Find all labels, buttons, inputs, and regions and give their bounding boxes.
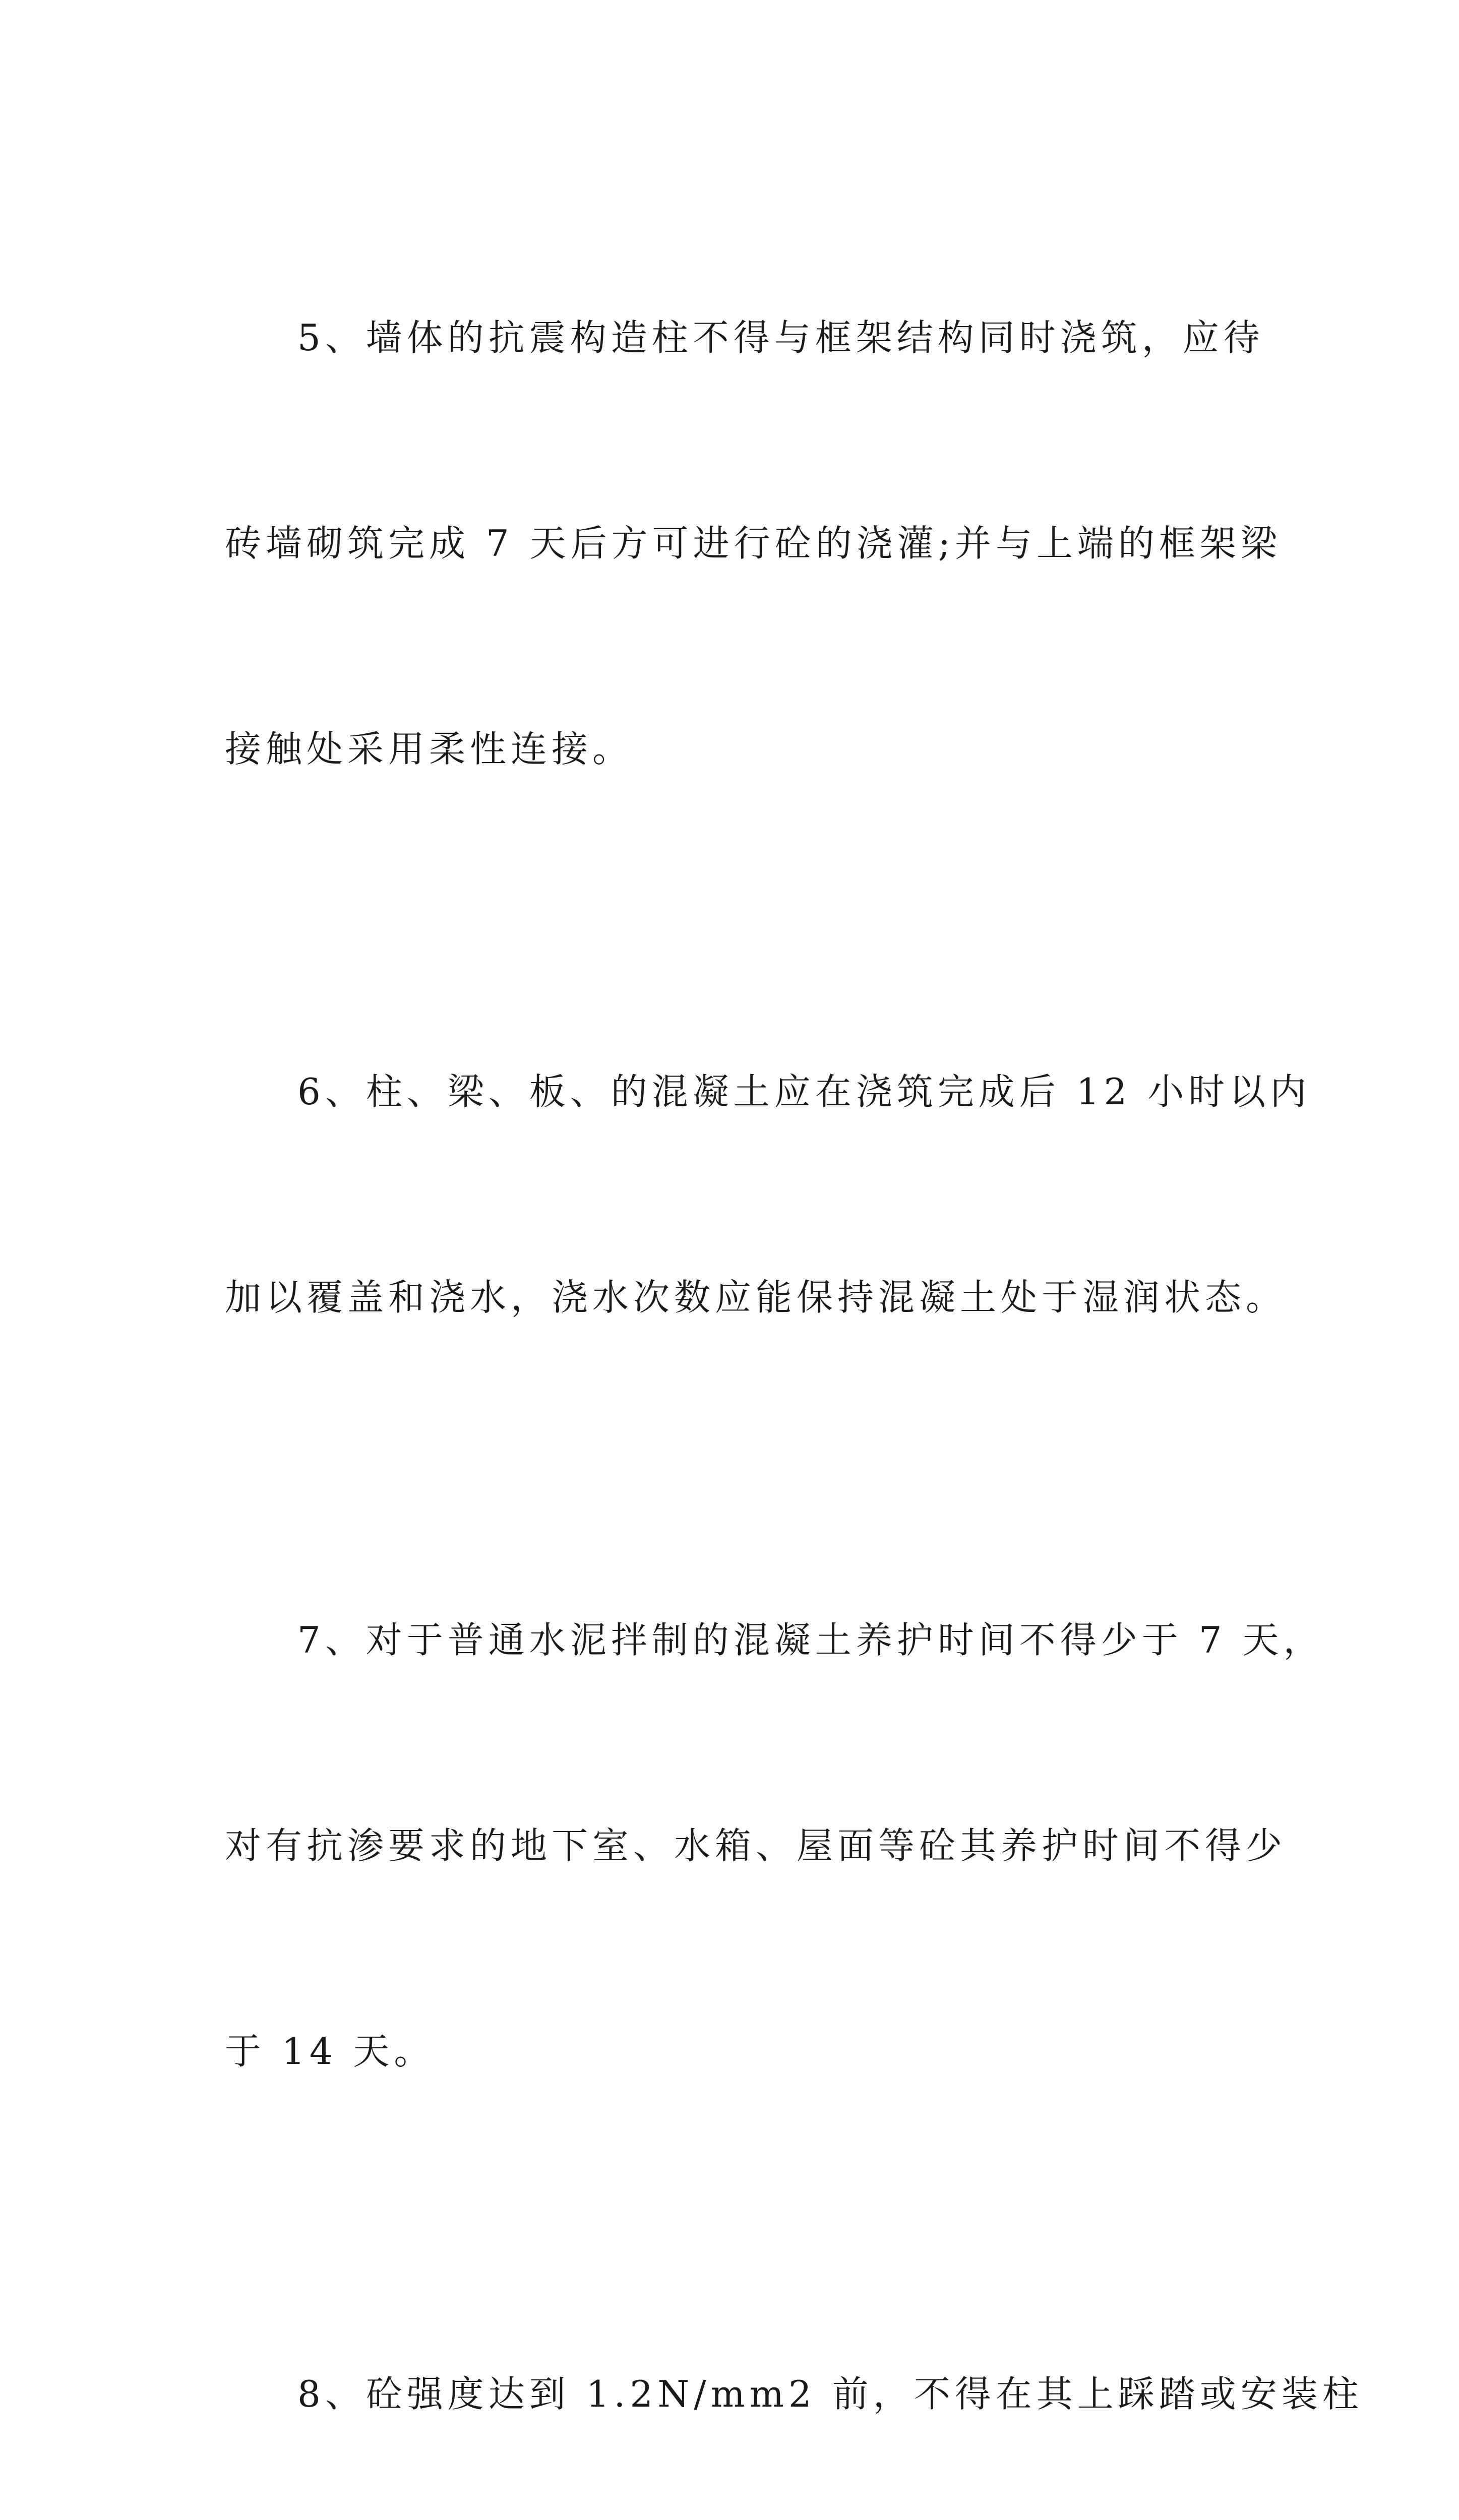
paragraph-6 [225,920,1311,1469]
paragraph-line: 5、墙体的抗震构造柱不得与框架结构同时浇筑，应待 [297,317,1264,359]
paragraph-line: 7、对于普通水泥拌制的混凝土养护时间不得少于 7 天， [297,1619,1324,1661]
paragraph-line: 砖墙砌筑完成 7 天后方可进行砼的浇灌;并与上端的框架梁 [225,522,1282,564]
paragraph-7 [225,1469,1324,2223]
paragraph-line: 6、柱、梁、板、的混凝土应在浇筑完成后 12 小时以内 [297,1070,1311,1113]
paragraph-line: 8、砼强度达到 1.2N/mm2 前，不得在其上踩踏或安装柱 [297,2373,1363,2415]
paragraph-line: 加以覆盖和浇水，浇水次数应能保持混凝土处于湿润状态。 [225,1276,1287,1318]
paragraph-line: 对有抗渗要求的地下室、水箱、屋面等砼其养护时间不得少 [225,1824,1287,1867]
document-body [225,166,1363,2520]
paragraph-8 [225,2223,1363,2520]
paragraph-line: 接触处采用柔性连接。 [225,728,634,770]
paragraph-5 [225,166,1282,920]
paragraph-line: 于 14 天。 [225,2030,435,2072]
